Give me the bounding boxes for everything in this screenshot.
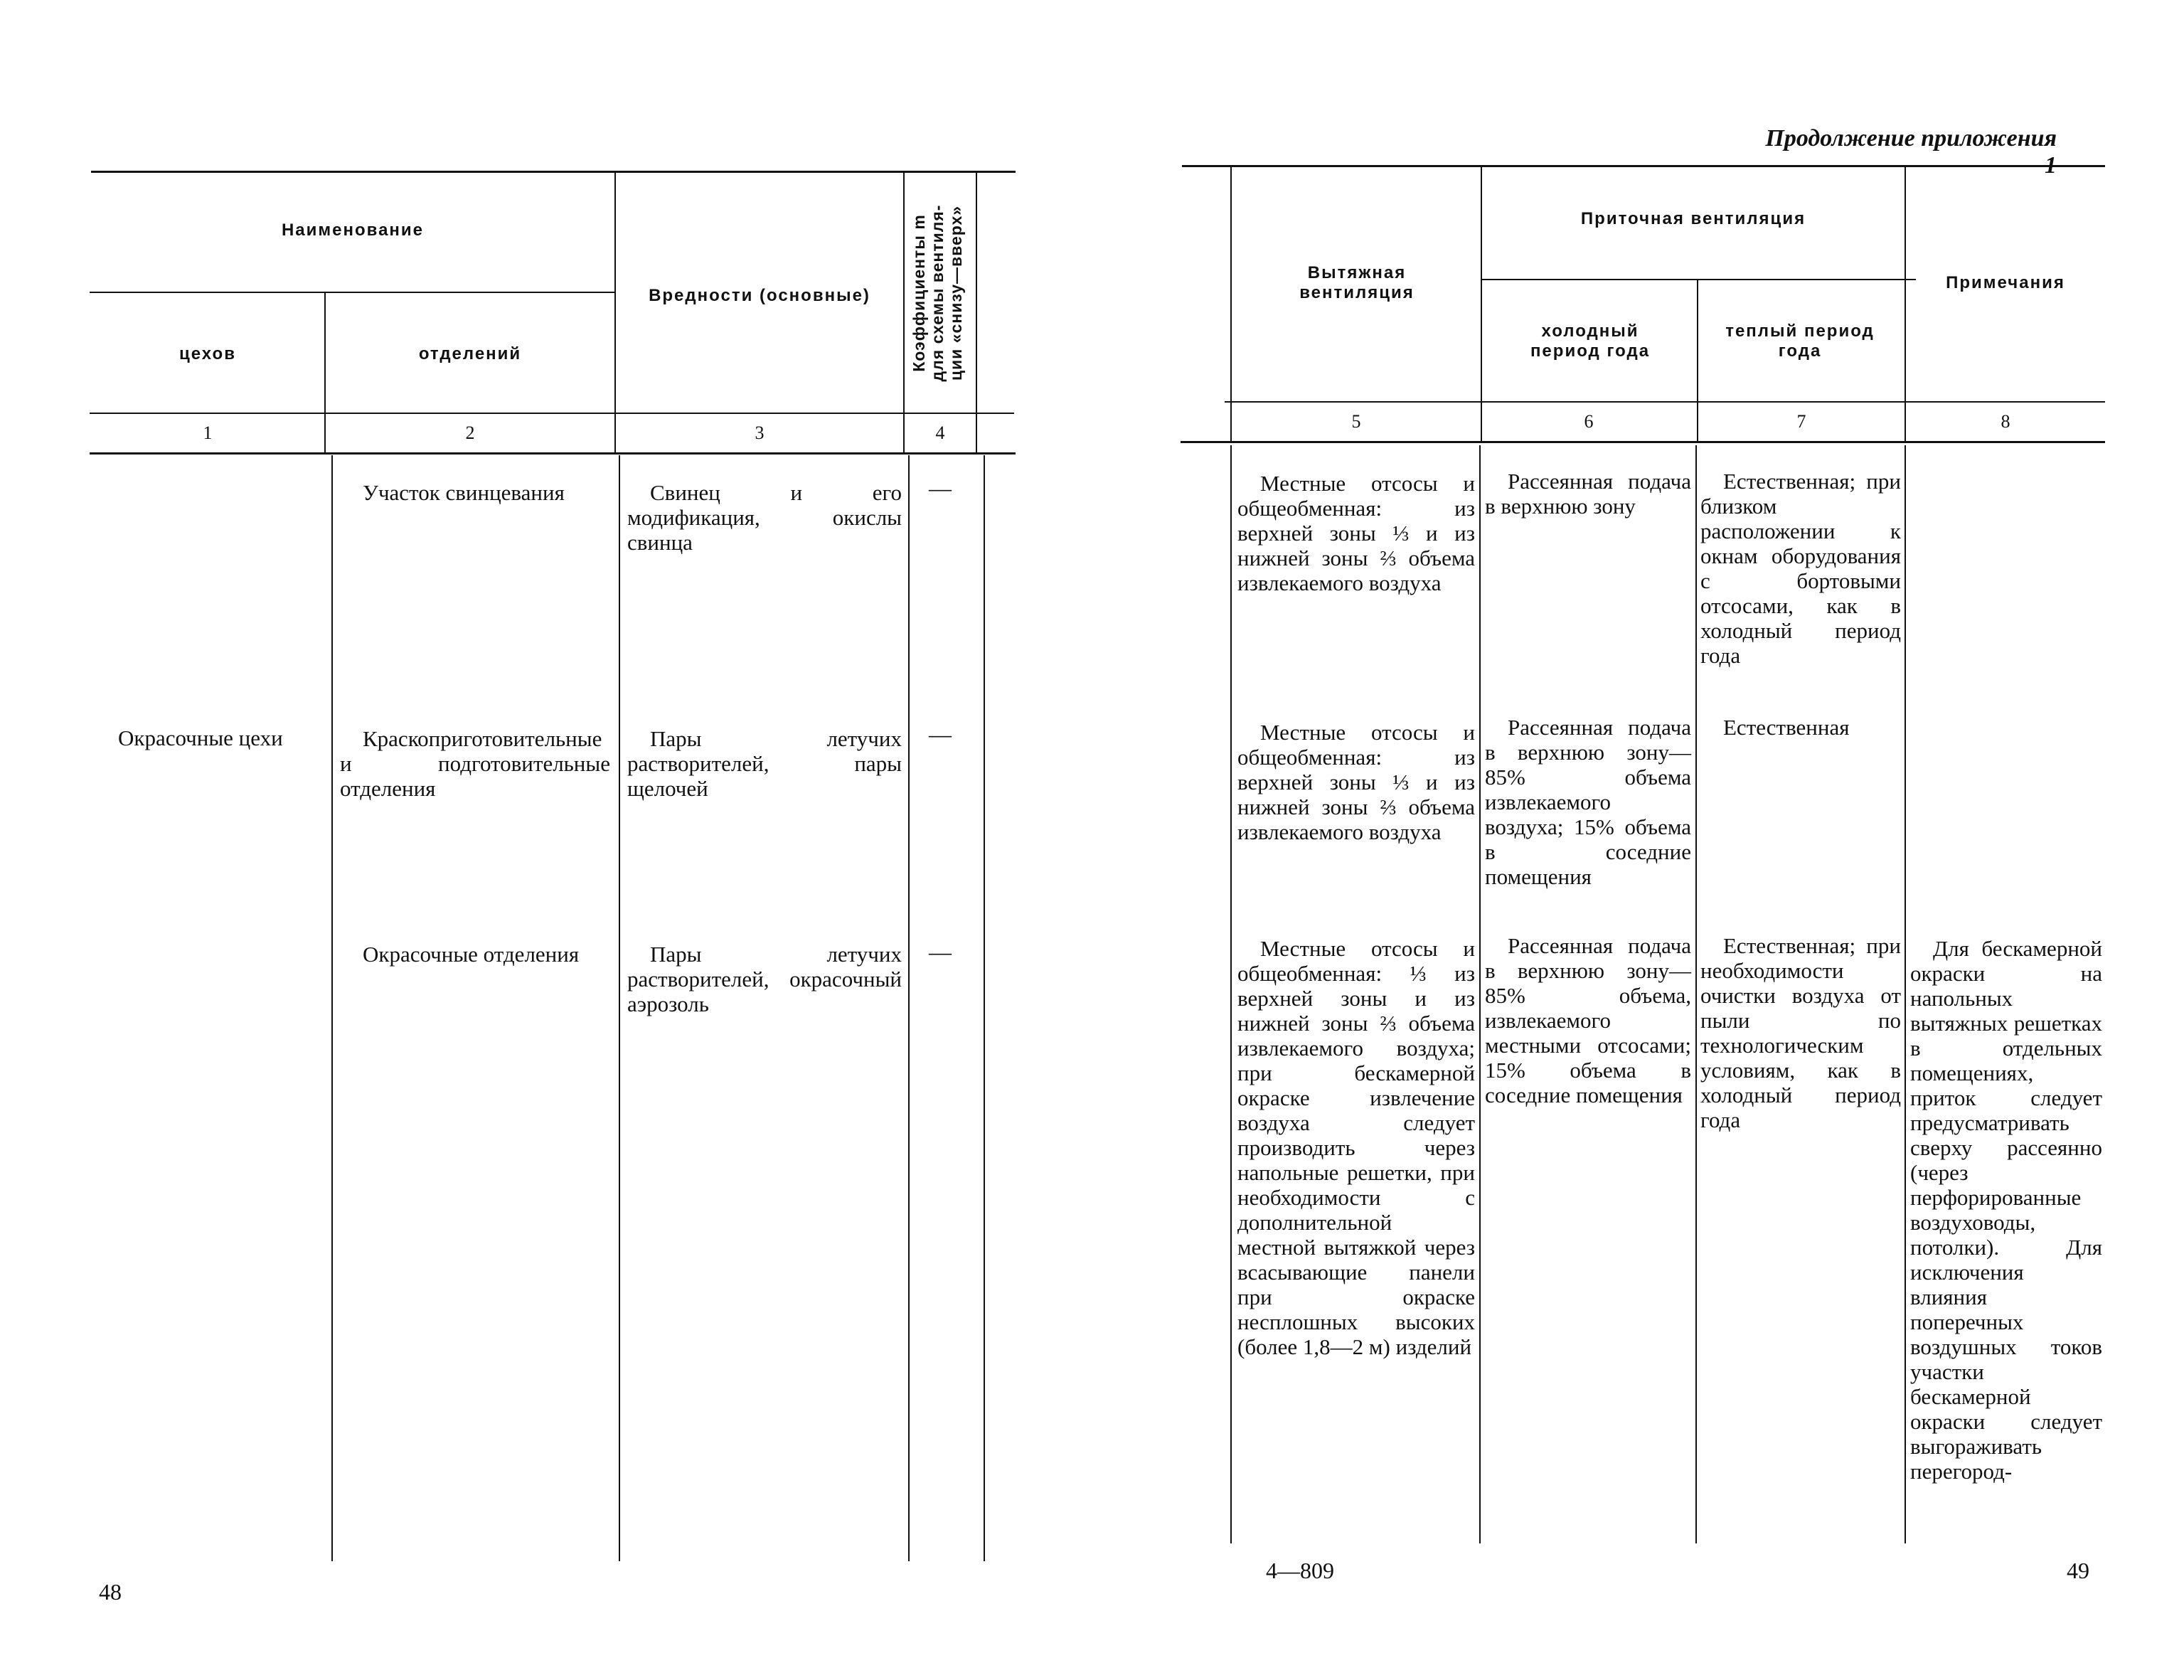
header-bottom-rule: [90, 413, 1014, 414]
row1-vytyazhnaya: Местные отсосы и общеобменная: из верхней зоны ⅓ и из нижней зоны ⅔ объема извлекаемого воздуха: [1237, 471, 1475, 595]
header-primechaniya: Примечания: [1946, 273, 2065, 292]
col-divider-6-body: [1479, 445, 1481, 1543]
continuation-title: Продолжение приложения 1: [1765, 125, 2057, 179]
row2-kholodny: Рассеянная подача в верхнюю зону—85% объема извлекаемого воздуха; 15% объема в соседние помещения: [1485, 715, 1691, 889]
row3-vrednosti: Пары летучих растворителей, окрасочный аэрозоль: [627, 942, 902, 1016]
page-number-left: 48: [99, 1579, 122, 1605]
shop-name: Окрасочные цехи: [118, 725, 283, 750]
header-koefficienty: Коэффициенты m для схемы вентиля- ции «снизу—вверх»: [910, 204, 965, 382]
header-vrednosti: Вредности (основные): [649, 286, 870, 305]
header-mid-rule: [90, 292, 614, 293]
col-divider-4-body: [984, 455, 985, 1561]
header-naimenovanie: Наименование: [281, 220, 425, 240]
col-divider-3-head: [903, 172, 905, 452]
col-divider-8-head: [1905, 166, 1906, 441]
header-bottom-rule: [1225, 401, 2105, 403]
col-divider-5-body: [1230, 445, 1232, 1543]
row3-primechaniya: Для бескамерной окраски на напольных вытяжных решетках в отдельных помещениях, приток следует предусматривать сверху рассеянно (через перфорированные воздуховоды, потолки). Для исключения влияния поперечных воздушных токов участки бескамерной окраски следует выгораживать перегород-: [1910, 936, 2102, 1484]
col-number-4: 4: [935, 422, 945, 443]
row3-kholodny: Рассеянная подача в верхнюю зону—85% объема, извлекаемого местными отсосами; 15% объема в соседние помещения: [1485, 933, 1691, 1107]
header-vytyazhnaya: Вытяжная вентиляция: [1299, 263, 1415, 302]
signature-mark: 4—809: [1266, 1558, 1334, 1583]
row1-vrednosti: Свинец и его модификация, окислы свинца: [627, 480, 902, 555]
table-top-rule: [91, 171, 1016, 173]
row3-vytyazhnaya: Местные отсосы и общеобменная: ⅓ из верхней зоны и из нижней зоны ⅔ объема извлекаемого воздуха; при бескамерной окраске извлечение воздуха следует производить через напольные решетки, при необходимости с дополнительной местной вытяжкой через всасывающие панели при окраске несплошных высоких (более 1,8—2 м) изделий: [1237, 936, 1475, 1359]
row1-koef: —: [929, 475, 952, 501]
col-number-1: 1: [203, 422, 213, 443]
numbers-bottom-rule: [90, 452, 1016, 454]
col-number-7: 7: [1796, 411, 1806, 432]
col-divider-7-body: [1695, 445, 1697, 1543]
row2-vrednosti: Пары летучих растворителей, пары щелочей: [627, 726, 902, 801]
numbers-bottom-rule: [1181, 441, 2105, 443]
row3-otdelenie: Окрасочные отделения: [363, 942, 580, 967]
page-number-right: 49: [2067, 1558, 2089, 1583]
row1-tepliy: Естественная; при близком расположении к окнам оборудования с бортовыми отсосами, как в холодный период года: [1700, 469, 1901, 668]
col-number-5: 5: [1351, 411, 1361, 432]
header-tepliy: теплый период года: [1725, 321, 1875, 361]
row2-koef: —: [929, 721, 952, 747]
row2-tepliy: Естественная: [1723, 715, 1850, 740]
row3-koef: —: [929, 939, 952, 964]
col-number-3: 3: [755, 422, 765, 443]
row1-otdelenie: Участок свинцевания: [363, 480, 565, 505]
col-divider-2-head: [614, 172, 616, 452]
col-divider-8-body: [1905, 445, 1906, 1543]
header-tsekhov: цехов: [179, 344, 236, 363]
header-mid-rule: [1482, 279, 1916, 280]
row1-kholodny: Рассеянная подача в верхнюю зону: [1485, 469, 1691, 519]
row2-otdelenie: Краскоприготовительные и подготовительные отделения: [340, 726, 610, 801]
col-divider-2-body: [619, 455, 620, 1561]
col-divider-6-head: [1481, 166, 1482, 441]
col-number-8: 8: [2001, 411, 2010, 432]
header-pritochnaya: Приточная вентиляция: [1580, 209, 1806, 228]
col-divider-1-body: [331, 455, 333, 1561]
col-number-2: 2: [465, 422, 475, 443]
header-kholodny: холодный период года: [1530, 321, 1651, 361]
table-top-rule: [1182, 165, 2105, 167]
col-number-6: 6: [1584, 411, 1594, 432]
col-divider-4-head: [976, 172, 977, 452]
row3-tepliy: Естественная; при необходимости очистки воздуха от пыли по технологическим условиям, как в холодный период года: [1700, 933, 1901, 1132]
col-divider-3-body: [908, 455, 910, 1561]
col-divider-5-head: [1230, 166, 1232, 441]
header-otdeleniy: отделений: [418, 344, 522, 363]
row2-vytyazhnaya: Местные отсосы и общеобменная: из верхней зоны ⅓ и из нижней зоны ⅔ объема извлекаемого воздуха: [1237, 720, 1475, 844]
right-page: [1092, 0, 2184, 1680]
